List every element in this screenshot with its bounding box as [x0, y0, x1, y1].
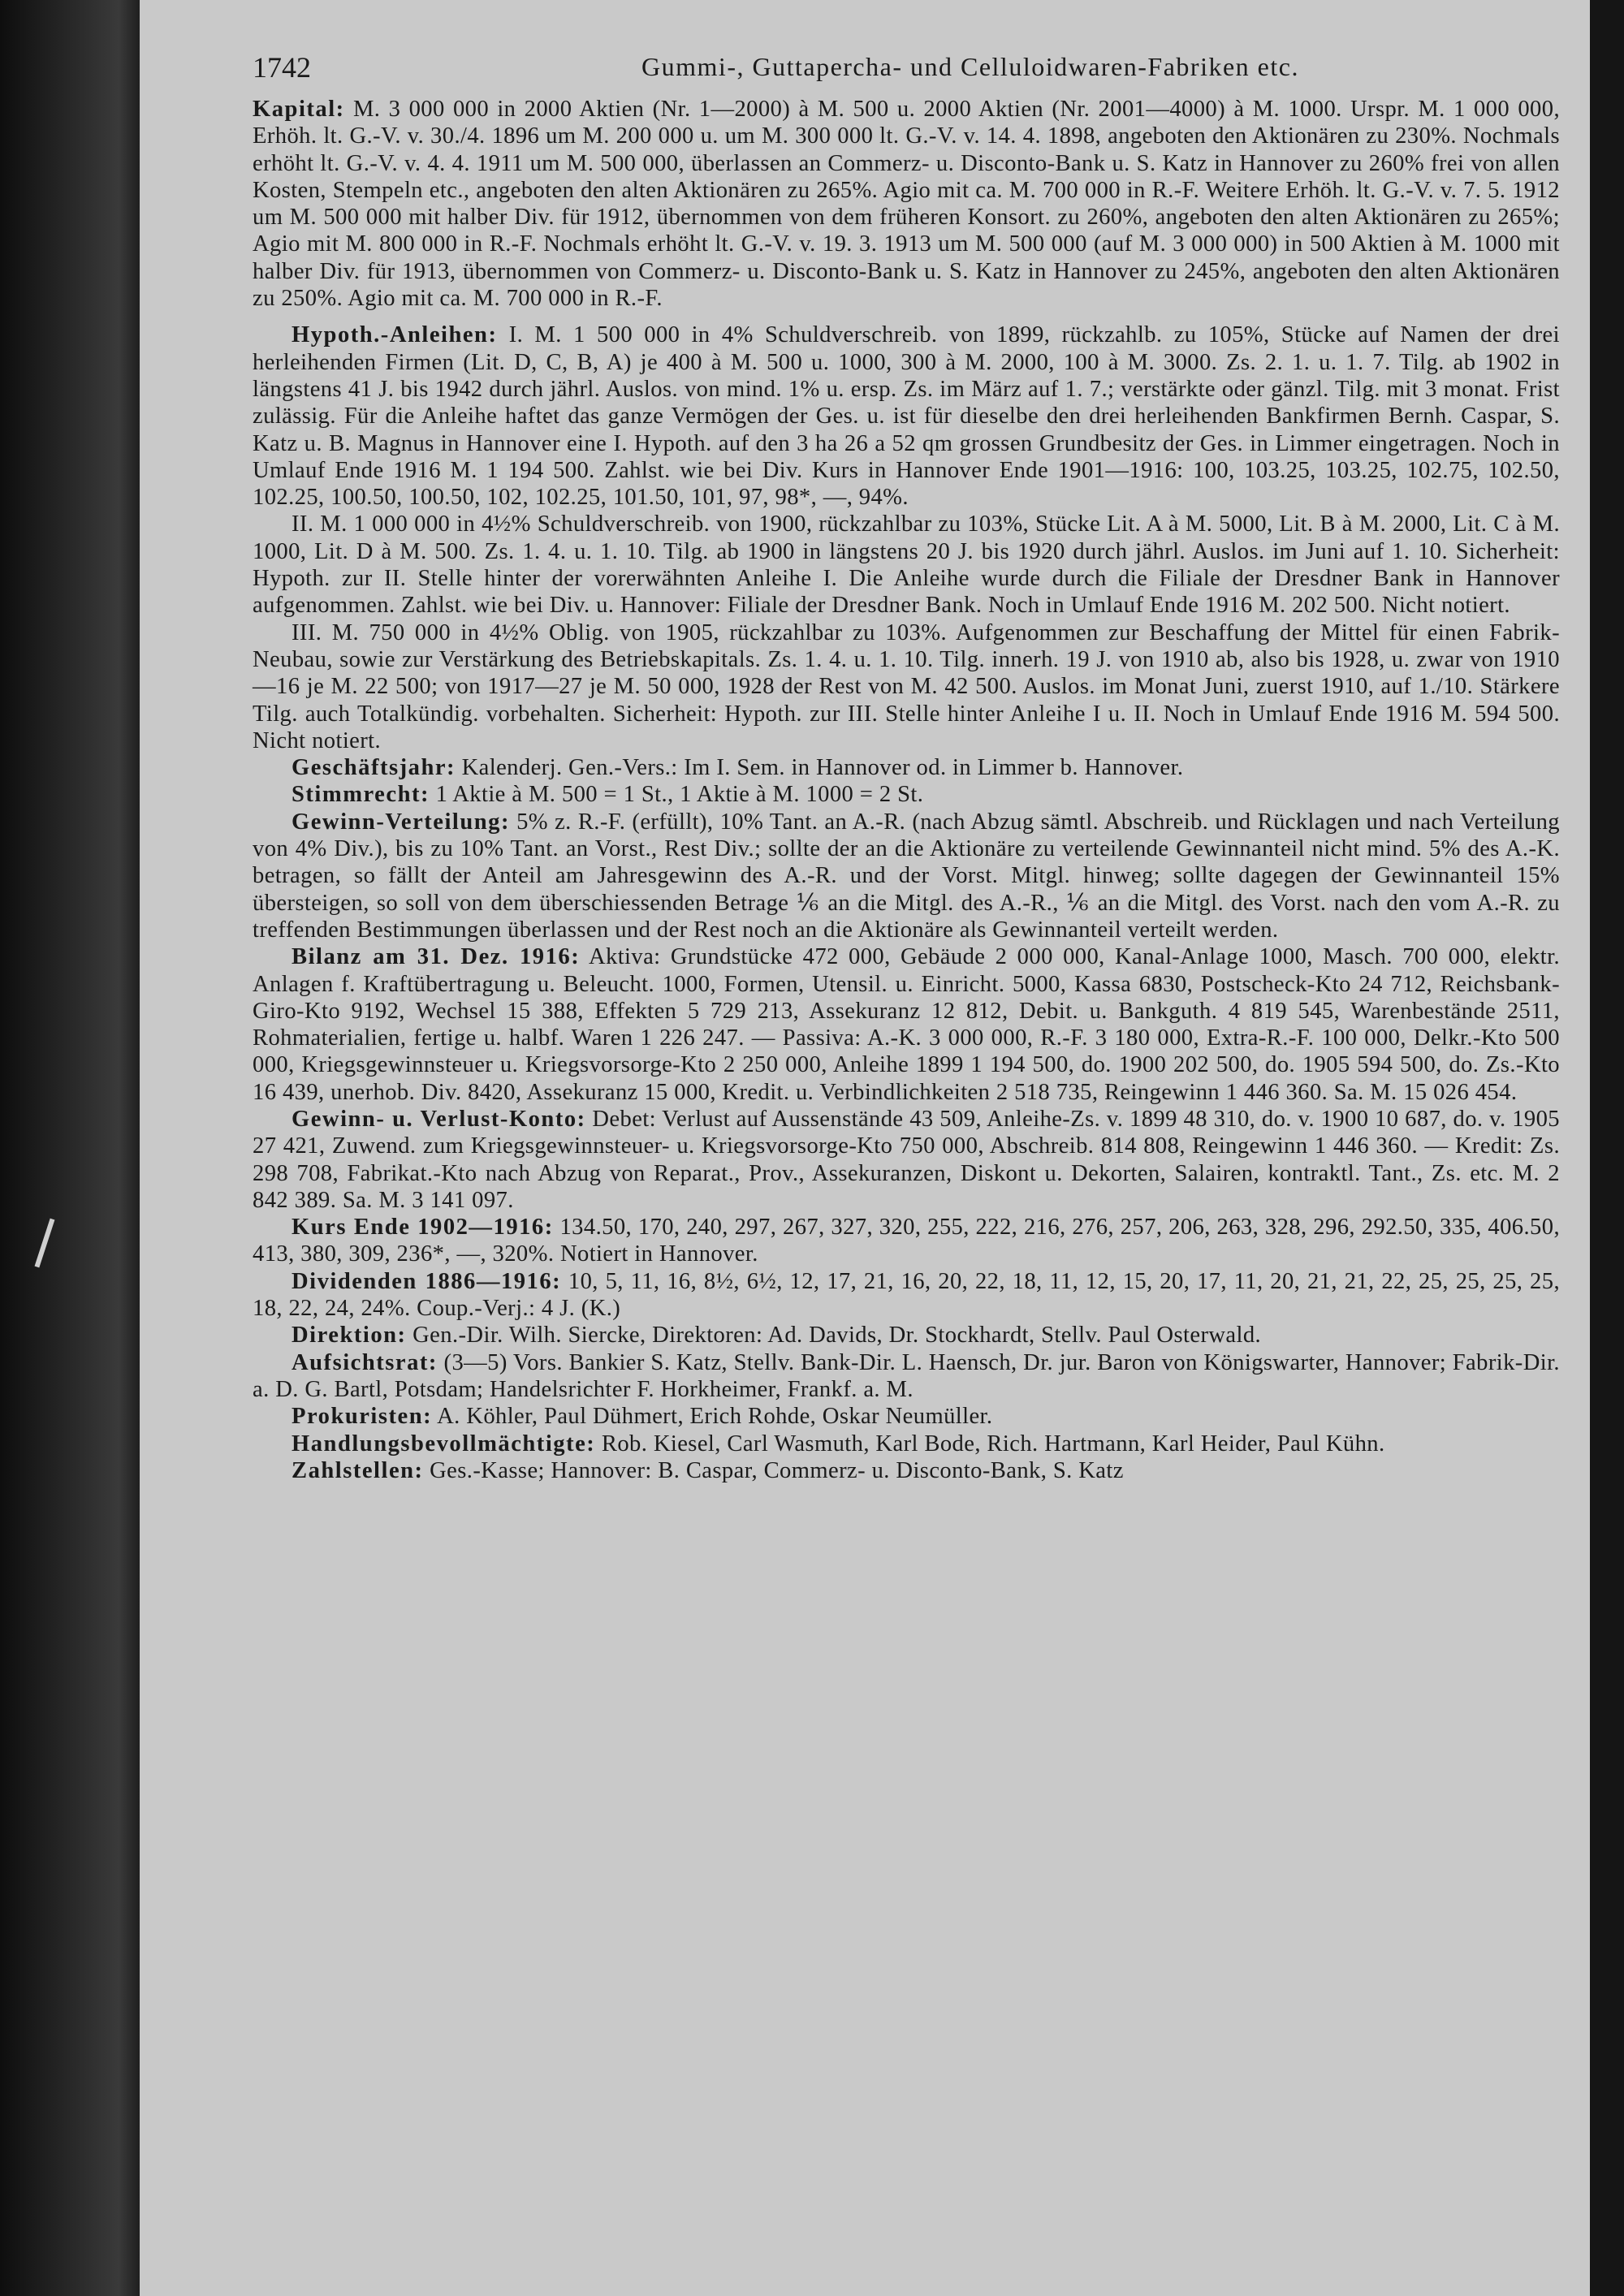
- section-text: Rob. Kiesel, Carl Wasmuth, Karl Bode, Rich. Hartmann, Karl Heider, Paul Kühn.: [595, 1431, 1385, 1457]
- section-label: Aufsichtsrat:: [292, 1349, 438, 1375]
- section-label: Kurs Ende 1902—1916:: [292, 1215, 554, 1241]
- section-text: 134.50, 170, 240, 297, 267, 327, 320, 255, 222, 216, 276, 257, 206, 263, 328, 296, 292.50, 335, 406.50, 413, 380, 309, 236*, —, 320%. Notiert in Hannover.: [253, 1215, 1560, 1267]
- section-label: Zahlstellen:: [292, 1457, 424, 1483]
- section-label: Dividenden 1886—1916:: [292, 1268, 562, 1294]
- section-text: A. Köhler, Paul Dühmert, Erich Rohde, Oskar Neumüller.: [432, 1404, 993, 1430]
- section-text: 5% z. R.-F. (erfüllt), 10% Tant. an A.-R. (nach Abzug sämtl. Abschreib. und Rücklagen und nach Verteilung von 4% Div.), bis zu 10% Tant. an Vorst., Rest Div.; sollte der an die Aktionäre zu verteilende Gewinnanteil nicht mind. 5% des A.-K. betragen, so fällt der Anteil am Jahresgewinn des A.-R. und der Vorst. Mitgl. hinweg; sollte dagegen der Gewinnanteil 15% übersteigen, so soll von dem überschiessenden Betrage ⅙ an die Mitgl. des A.-R., ⅙ an die Mitgl. des Vorst. nach den vom A.-R. zu treffenden Bestimmungen überlassen und der Rest noch an die Aktionäre als Gewinnanteil verteilt werden.: [253, 809, 1560, 943]
- section-text: II. M. 1 000 000 in 4½% Schuldverschreib. von 1900, rückzahlbar zu 103%, Stücke Lit. A à M. 5000, Lit. B à M. 2000, Lit. C à M. 1000, Lit. D à M. 500. Zs. 1. 4. u. 1. 10. Tilg. ab 1900 in längstens 20 J. bis 1920 durch jährl. Auslos. im Juni auf 1. 10. Sicherheit: Hypoth. zur II. Stelle hinter der vorerwähnten Anleihe I. Die Anleihe wurde durch die Filiale der Dresdner Bank in Hannover aufgenommen. Zahlst. wie bei Div. u. Hannover: Filiale der Dresdner Bank. Noch in Umlauf Ende 1916 M. 202 500. Nicht notiert.: [253, 511, 1560, 619]
- section-text: Gen.-Dir. Wilh. Siercke, Direktoren: Ad. Davids, Dr. Stockhardt, Stellv. Paul Osterwald.: [406, 1323, 1262, 1349]
- section-text: 10, 5, 11, 16, 8½, 6½, 12, 17, 21, 16, 20, 22, 18, 11, 12, 15, 20, 17, 11, 20, 21, 21, 22, 25, 25, 25, 25, 18, 22, 24, 24%. Coup.-Verj.: 4 J. (K.): [253, 1268, 1561, 1322]
- section-text: Debet: Verlust auf Aussenstände 43 509, Anleihe-Zs. v. 1899 48 310, do. v. 1900 10 687, do. v. 1905 27 421, Zuwend. zum Kriegsgewinnsteuer- u. Kriegsvorsorge-Kto 750 000, Abschreib. 814 808, Reingewinn 1 446 360. — Kredit: Zs. 298 708, Fabrikat.-Kto nach Abzug von Reparat., Prov., Assekuranzen, Diskont u. Dekorten, Salairen, kontraktl. Tant., Zs. etc. M. 2 842 389. Sa. M. 3 141 097.: [253, 1106, 1561, 1213]
- section-geschaeftsjahr: [253, 754, 1560, 781]
- section-stimmrecht: [253, 781, 1560, 808]
- section-text: Ges.-Kasse; Hannover: B. Caspar, Commerz- u. Disconto-Bank, S. Katz: [423, 1457, 1124, 1483]
- running-title: Gummi-, Guttapercha- und Celluloidwaren-Fabriken etc.: [641, 52, 1299, 81]
- section-label: Kapital:: [253, 97, 345, 122]
- page-edge: [1590, 0, 1624, 2296]
- page-number: 1742: [253, 51, 311, 84]
- section-text: M. 3 000 000 in 2000 Aktien (Nr. 1—2000) à M. 500 u. 2000 Aktien (Nr. 2001—4000) à M. 1000. Urspr. M. 1 000 000, Erhöh. lt. G.-V. v. 30./4. 1896 um M. 200 000 u. um M. 300 000 lt. G.-V. v. 14. 4. 1898, angeboten den Aktionären zu 230%. Nochmals erhöht lt. G.-V. v. 4. 4. 1911 um M. 500 000, überlassen an Commerz- u. Disconto-Bank u. S. Katz in Hannover zu 260% frei von allen Kosten, Stempeln etc., angeboten den alten Aktionären zu 265%. Agio mit ca. M. 700 000 in R.-F. Weitere Erhöh. lt. G.-V. v. 7. 5. 1912 um M. 500 000 mit halber Div. für 1912, übernommen von dem früheren Konsort. zu 260%, angeboten den alten Aktionären zu 265%; Agio mit M. 800 000 in R.-F. Nochmals erhöht lt. G.-V. v. 19. 3. 1913 um M. 500 000 (auf M. 3 000 000) in 500 Aktien à M. 1000 mit halber Div. für 1913, übernommen von Commerz- u. Disconto-Bank u. S. Katz in Hannover zu 245%, angeboten den alten Aktionären zu 250%. Agio mit ca. M. 700 000 in R.-F.: [253, 97, 1560, 312]
- section-label: Prokuristen:: [292, 1404, 433, 1430]
- section-label: Gewinn- u. Verlust-Konto:: [292, 1106, 586, 1132]
- section-text: Kalenderj. Gen.-Vers.: Im I. Sem. in Hannover od. in Limmer b. Hannover.: [456, 755, 1184, 781]
- section-gewinn-verlust: [253, 1106, 1560, 1214]
- section-hypoth-anleihen: [253, 322, 1560, 511]
- section-text: (3—5) Vors. Bankier S. Katz, Stellv. Bank-Dir. L. Haensch, Dr. jur. Baron von Königswarter, Hannover; Fabrik-Dir. a. D. G. Bartl, Potsdam; Handelsrichter F. Horkheimer, Frankf. a. M.: [253, 1349, 1560, 1402]
- section-text: III. M. 750 000 in 4½% Oblig. von 1905, rückzahlbar zu 103%. Aufgenommen zur Beschaffung der Mittel für einen Fabrik-Neubau, sowie zur Verstärkung des Betriebskapitals. Zs. 1. 4. u. 1. 10. Tilg. innerh. 19 J. von 1910 ab, also bis 1928, u. zwar von 1910—16 je M. 22 500; von 1917—27 je M. 50 000, 1928 der Rest von M. 42 500. Auslos. im Monat Juni, zuerst 1910, auf 1./10. Stärkere Tilg. auch Totalkündig. vorbehalten. Sicherheit: Hypoth. zur III. Stelle hinter Anleihe I u. II. Noch in Umlauf Ende 1916 M. 594 500. Nicht notiert.: [253, 619, 1560, 753]
- section-zahlstellen: [253, 1457, 1560, 1484]
- section-text: 1 Aktie à M. 500 = 1 St., 1 Aktie à M. 1000 = 2 St.: [430, 782, 924, 808]
- section-bilanz: [253, 943, 1560, 1106]
- section-anleihe-2: [253, 511, 1560, 619]
- page-content: [253, 96, 1560, 1484]
- section-label: Stimmrecht:: [292, 782, 430, 808]
- section-label: Geschäftsjahr:: [292, 755, 456, 781]
- section-anleihe-3: [253, 619, 1560, 754]
- section-dividenden: [253, 1268, 1560, 1323]
- section-kurs: [253, 1214, 1560, 1268]
- binding-mark: [35, 1219, 55, 1268]
- document-page: [140, 0, 1590, 2296]
- book-binding: [0, 0, 140, 2296]
- section-aufsichtsrat: [253, 1349, 1560, 1404]
- section-label: Bilanz am 31. Dez. 1916:: [292, 944, 581, 970]
- section-label: Direktion:: [292, 1323, 407, 1349]
- section-text: Aktiva: Grundstücke 472 000, Gebäude 2 000 000, Kanal-Anlage 1000, Masch. 700 000, elektr. Anlagen f. Kraftübertragung u. Beleucht. 1000, Formen, Utensil. u. Einricht. 5000, Kassa 6830, Postscheck-Kto 24 712, Reichsbank-Giro-Kto 9192, Wechsel 15 388, Effekten 5 729 213, Assekuranz 12 812, Debit. u. Bankguth. 4 819 545, Warenbestände 2511, Rohmaterialien, fertige u. halbf. Waren 1 226 247. — Passiva: A.-K. 3 000 000, R.-F. 3 180 000, Extra-R.-F. 100 000, Delkr.-Kto 500 000, Kriegsgewinnsteuer u. Kriegsvorsorge-Kto 2 250 000, Anleihe 1899 1 194 500, do. 1900 202 500, do. 1905 594 500, do. Zs.-Kto 16 439, unerhob. Div. 8420, Assekuranz 15 000, Kredit. u. Verbindlichkeiten 2 518 735, Reingewinn 1 446 360. Sa. M. 15 026 454.: [253, 944, 1560, 1105]
- section-kapital: [253, 96, 1560, 312]
- section-prokuristen: [253, 1403, 1560, 1430]
- section-label: Gewinn-Verteilung:: [292, 809, 510, 835]
- section-label: Handlungsbevollmächtigte:: [292, 1431, 596, 1457]
- section-handlungsbevollmaechtigte: [253, 1431, 1560, 1457]
- section-direktion: [253, 1322, 1560, 1349]
- page-header: [253, 50, 1590, 83]
- section-gewinn-verteilung: [253, 809, 1560, 943]
- section-text: I. M. 1 500 000 in 4% Schuldverschreib. von 1899, rückzahlb. zu 105%, Stücke auf Namen der drei herleihenden Firmen (Lit. D, C, B, A) je 400 à M. 500 u. 1000, 300 à M. 2000, 100 à M. 3000. Zs. 2. 1. u. 1. 7. Tilg. ab 1902 in längstens 41 J. bis 1942 durch jährl. Auslos. von mind. 1% u. ersp. Zs. im März auf 1. 7.; verstärkte oder gänzl. Tilg. mit 3 monat. Frist zulässig. Für die Anleihe haftet das ganze Vermögen der Ges. u. ist für dieselbe den drei herleihenden Bankfirmen Bernh. Caspar, S. Katz u. B. Magnus in Hannover eine I. Hypoth. auf den 3 ha 26 a 52 qm grossen Grundbesitz der Ges. in Limmer eingetragen. Noch in Umlauf Ende 1916 M. 1 194 500. Zahlst. wie bei Div. Kurs in Hannover Ende 1901—1916: 100, 103.25, 103.25, 102.75, 102.50, 102.25, 100.50, 100.50, 102, 102.25, 101.50, 101, 97, 98*, —, 94%.: [253, 322, 1560, 511]
- section-label: Hypoth.-Anleihen:: [292, 322, 498, 348]
